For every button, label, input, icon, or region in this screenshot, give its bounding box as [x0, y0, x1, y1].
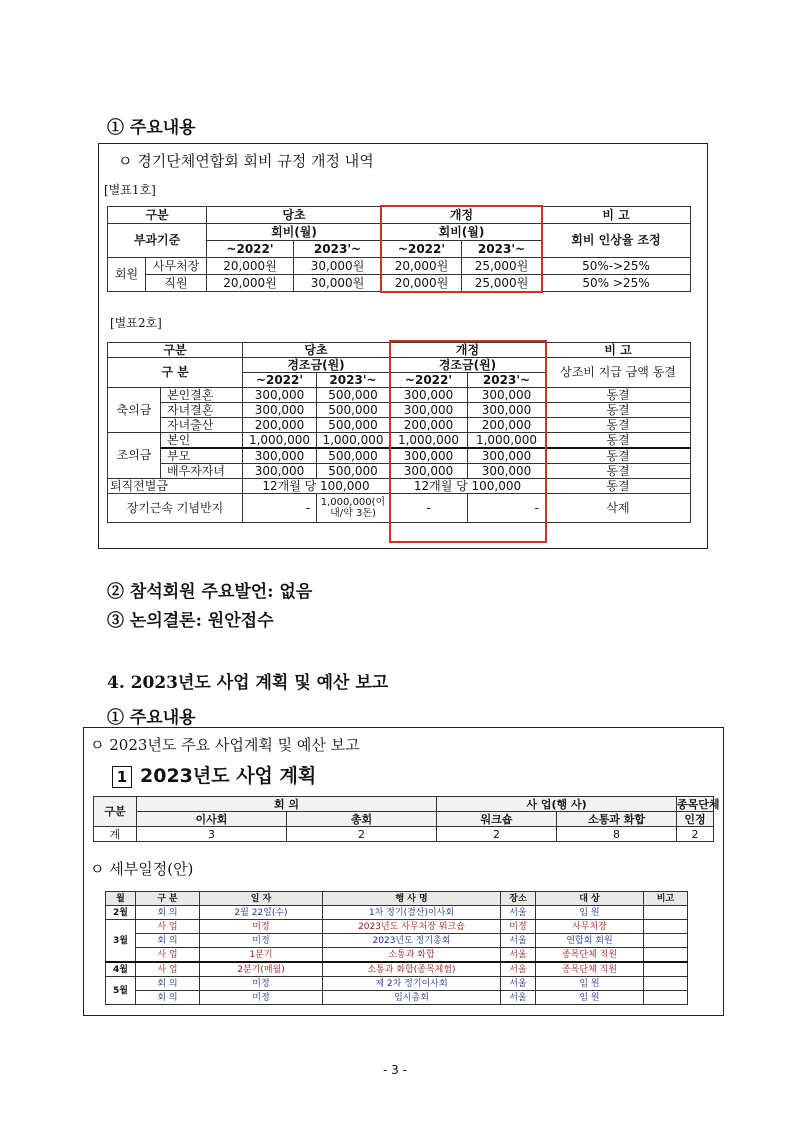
- table-cell: 서울: [501, 977, 536, 991]
- table-cell: 500,000: [317, 388, 390, 403]
- table-cell: 제 2차 정기이사회: [323, 977, 501, 991]
- header-remarks: 비 고: [542, 207, 691, 224]
- table-cell: 300,000: [390, 448, 468, 464]
- table-cell: 서울: [501, 934, 536, 948]
- row-label: 배우자자녀: [161, 464, 243, 479]
- table-cell: [644, 934, 688, 948]
- table-cell: 300,000: [390, 403, 468, 418]
- section-4-subheading: ① 주요내용: [107, 708, 196, 728]
- header-levy-basis: 부과기준: [108, 224, 207, 258]
- table-cell: 소통과 화합: [323, 948, 501, 963]
- table-cell: 50% >25%: [542, 275, 691, 292]
- header-board: 이사회: [137, 812, 287, 827]
- header-projects: 사 업(행 사): [437, 797, 677, 812]
- table-cell: 동결: [546, 464, 691, 479]
- section-heading-main-content: ① 주요내용: [107, 118, 196, 138]
- business-plan-title: [112, 761, 316, 788]
- month-cell: 2월: [106, 906, 136, 920]
- table-cell: 임 원: [536, 977, 644, 991]
- table-cell: 1,000,000: [243, 433, 317, 449]
- table-cell: 회 의: [136, 977, 200, 991]
- table-cell: 300,000: [243, 388, 317, 403]
- header-year-c: ~2022': [382, 241, 462, 258]
- header-year-c: ~2022': [390, 373, 468, 388]
- header-gubun: 구분: [108, 343, 243, 358]
- table-cell: 20,000원: [207, 275, 294, 292]
- row-label: 자녀출산: [161, 418, 243, 433]
- table-cell: 300,000: [468, 403, 546, 418]
- row-label: 직원: [146, 275, 207, 292]
- table-cell: 동결: [546, 388, 691, 403]
- group-member: 회원: [108, 258, 146, 292]
- table-tag-1: [별표1호]: [104, 183, 156, 197]
- business-summary-table: [93, 796, 720, 842]
- row-label-total: 계: [94, 827, 137, 842]
- header-event: 행 사 명: [323, 892, 501, 906]
- header-category: 구 분: [136, 892, 200, 906]
- table-cell: 임 원: [536, 906, 644, 920]
- table-cell: 300,000: [243, 448, 317, 464]
- table-cell: 사 업: [136, 948, 200, 963]
- header-date: 일 자: [200, 892, 323, 906]
- header-monthly-fee-revised: 회비(월): [382, 224, 542, 241]
- table-cell: [644, 991, 688, 1005]
- table-cell: 300,000: [468, 388, 546, 403]
- row-label: 부모: [161, 448, 243, 464]
- header-gubun: 구분: [108, 207, 207, 224]
- business-plan-title-text: 2023년도 사업 계획: [140, 765, 317, 787]
- header-sports-org: 종목단체: [677, 797, 720, 811]
- header-amount-revised: 경조금(원): [390, 358, 546, 373]
- table-cell: 1,000,000: [468, 433, 546, 449]
- row-label: 사무처장: [146, 258, 207, 275]
- header-gubun-2: 구 분: [108, 358, 243, 388]
- header-original: 당초: [207, 207, 382, 224]
- table-cell: 500,000: [317, 403, 390, 418]
- table-cell: 20,000원: [382, 258, 462, 275]
- discussion-conclusion: ③ 논의결론: 원안접수: [107, 611, 274, 631]
- table-cell: 300,000: [243, 403, 317, 418]
- table-cell: 20,000원: [382, 275, 462, 292]
- table-tag-2: [별표2호]: [110, 316, 162, 330]
- table-cell: 회 의: [136, 991, 200, 1005]
- table-cell: -: [390, 494, 468, 523]
- table-cell: 동결: [546, 403, 691, 418]
- table-cell: 1차 정기(결산)이사회: [323, 906, 501, 920]
- row-label: 장기근속 기념반지: [108, 494, 243, 523]
- table-cell: 500,000: [317, 464, 390, 479]
- note-raise-rate: 회비 인상율 조정: [542, 224, 691, 258]
- table-cell: 1,000,000: [317, 433, 390, 449]
- fee-regulation-title: ㅇ 경기단체연합회 회비 규정 개정 내역: [118, 152, 374, 170]
- header-remarks: 비 고: [546, 343, 691, 358]
- month-cell: 4월: [106, 962, 136, 977]
- header-harmony: 소통과 화합: [557, 812, 677, 827]
- row-label: 퇴직전별금: [108, 479, 243, 494]
- table-cell: 200,000: [390, 418, 468, 433]
- detailed-schedule-table: [105, 891, 688, 1005]
- table-cell: 미정: [501, 920, 536, 934]
- detailed-schedule-title: ㅇ 세부일정(안): [90, 860, 194, 878]
- table-cell: 8: [557, 827, 677, 842]
- header-year-a: ~2022': [243, 373, 317, 388]
- table-cell: 동결: [546, 433, 691, 449]
- table-cell: 서울: [501, 991, 536, 1005]
- table-cell: 동결: [546, 418, 691, 433]
- section-4-heading: 4. 2023년도 사업 계획 및 예산 보고: [107, 673, 389, 693]
- table-cell: 200,000: [243, 418, 317, 433]
- header-year-d: 2023'~: [468, 373, 546, 388]
- header-month: 월: [106, 892, 136, 906]
- table-cell: 300,000: [390, 464, 468, 479]
- number-box: 1: [112, 766, 132, 788]
- row-label: 자녀결혼: [161, 403, 243, 418]
- table-cell: 500,000: [317, 418, 390, 433]
- table-cell: 20,000원: [207, 258, 294, 275]
- table-cell: 서울: [501, 962, 536, 977]
- group-condolence: 조의금: [108, 433, 161, 479]
- header-approval: 인정: [677, 812, 714, 827]
- header-monthly-fee-original: 회비(월): [207, 224, 382, 241]
- table-cell: 종목단체 직원: [536, 962, 644, 977]
- table-cell: 1분기: [200, 948, 323, 963]
- table-cell: [644, 962, 688, 977]
- table-cell: 미정: [200, 920, 323, 934]
- table-cell: 서울: [501, 948, 536, 963]
- table-cell: 3: [137, 827, 287, 842]
- header-gubun: 구분: [94, 797, 137, 827]
- table-cell: 2023년도 정기총회: [323, 934, 501, 948]
- business-plan-box-title: ㅇ 2023년도 주요 사업계획 및 예산 보고: [90, 736, 360, 754]
- table-cell: 200,000: [468, 418, 546, 433]
- table-cell: 임시총회: [323, 991, 501, 1005]
- table-cell: 미정: [200, 977, 323, 991]
- table-cell: 25,000원: [462, 258, 542, 275]
- table-cell: 2: [287, 827, 437, 842]
- table-cell: 회 의: [136, 906, 200, 920]
- table-cell: 2: [677, 827, 714, 842]
- table-cell: 300,000: [243, 464, 317, 479]
- header-year-b: 2023'~: [317, 373, 390, 388]
- header-revised: 개정: [390, 343, 546, 358]
- table-cell: 1,000,000(이내/약 3돈): [317, 494, 390, 523]
- table-cell: [644, 948, 688, 963]
- header-place: 장소: [501, 892, 536, 906]
- header-year-b: 2023'~: [294, 241, 382, 258]
- header-general-meeting: 총회: [287, 812, 437, 827]
- table-cell: 500,000: [317, 448, 390, 464]
- header-meetings: 회 의: [137, 797, 437, 812]
- header-remarks: 비고: [644, 892, 688, 906]
- month-cell: 5월: [106, 977, 136, 1005]
- header-target: 대 상: [536, 892, 644, 906]
- group-congratulation: 축의금: [108, 388, 161, 433]
- table-cell: 30,000원: [294, 258, 382, 275]
- table-cell: [644, 906, 688, 920]
- table-cell: 연합회 회원: [536, 934, 644, 948]
- month-cell: 3월: [106, 920, 136, 963]
- table-cell: 종목단체 직원: [536, 948, 644, 963]
- table-cell: 삭제: [546, 494, 691, 523]
- table-cell: 미정: [200, 991, 323, 1005]
- table-cell: 2월 22일(수): [200, 906, 323, 920]
- note-freeze: 상조비 지급 금액 동결: [546, 358, 691, 388]
- page-number: - 3 -: [383, 1063, 407, 1077]
- row-label: 본인: [161, 433, 243, 449]
- table-cell: 소통과 화합(종목체험): [323, 962, 501, 977]
- table-cell: -: [243, 494, 317, 523]
- table-cell: 동결: [546, 479, 691, 494]
- table-cell: 임 원: [536, 991, 644, 1005]
- header-year-a: ~2022': [207, 241, 294, 258]
- table-cell: 서울: [501, 906, 536, 920]
- table-cell: 사무처장: [536, 920, 644, 934]
- header-workshop: 워크숍: [437, 812, 557, 827]
- table-cell: 300,000: [390, 388, 468, 403]
- table-cell: 1,000,000: [390, 433, 468, 449]
- header-revised: 개정: [382, 207, 542, 224]
- header-amount-original: 경조금(원): [243, 358, 390, 373]
- row-label: 본인결혼: [161, 388, 243, 403]
- table-cell: [644, 977, 688, 991]
- table-cell: 사 업: [136, 920, 200, 934]
- table-cell: 2023년도 사무처장 워크숍: [323, 920, 501, 934]
- table-cell: 2: [437, 827, 557, 842]
- table-cell: 25,000원: [462, 275, 542, 292]
- table-cell: 12개월 당 100,000: [243, 479, 390, 494]
- membership-fee-table: [107, 206, 691, 292]
- table-cell: 300,000: [468, 448, 546, 464]
- table-cell: 50%->25%: [542, 258, 691, 275]
- table-cell: -: [468, 494, 546, 523]
- condolence-money-table: [107, 342, 691, 523]
- table-cell: [644, 920, 688, 934]
- header-year-d: 2023'~: [462, 241, 542, 258]
- table-cell: 미정: [200, 934, 323, 948]
- table-cell: 12개월 당 100,000: [390, 479, 546, 494]
- table-cell: 회 의: [136, 934, 200, 948]
- header-original: 당초: [243, 343, 390, 358]
- table-cell: 300,000: [468, 464, 546, 479]
- table-cell: 2분기(매월): [200, 962, 323, 977]
- table-cell: 사 업: [136, 962, 200, 977]
- attendee-remarks: ② 참석회원 주요발언: 없음: [107, 582, 313, 602]
- table-cell: 30,000원: [294, 275, 382, 292]
- table-cell: 동결: [546, 448, 691, 464]
